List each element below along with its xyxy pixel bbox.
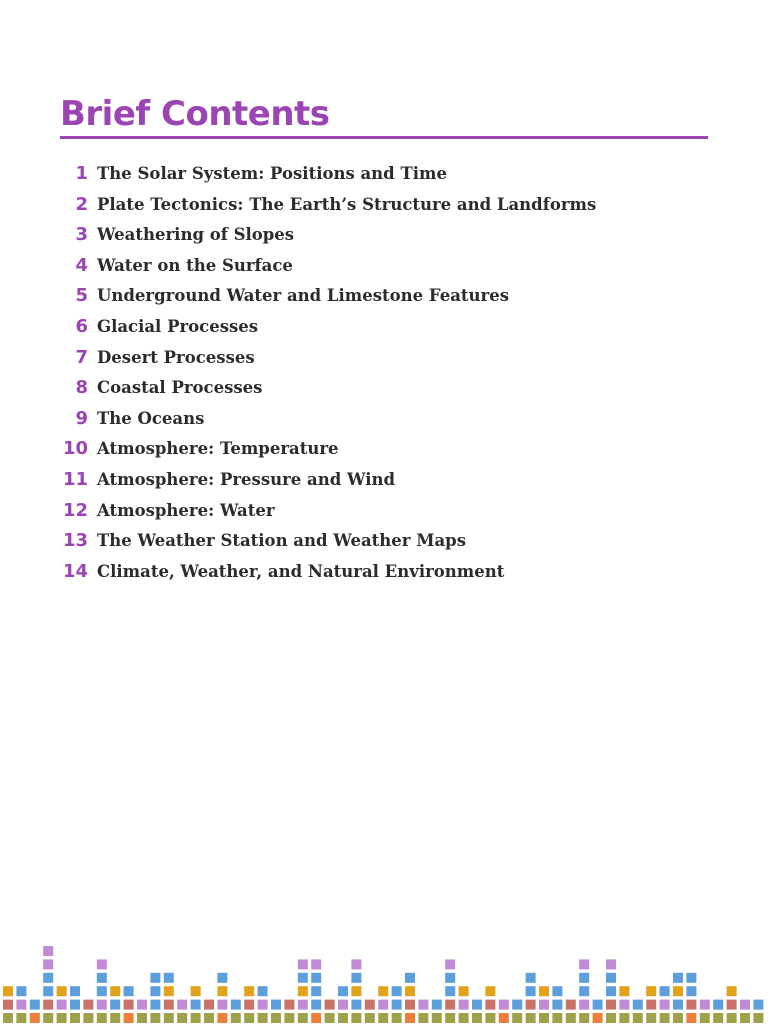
decorative-square [579,959,589,969]
decorative-square [472,1000,482,1010]
decorative-square [566,1000,576,1010]
decorative-square [472,1013,482,1023]
decorative-square [325,1013,335,1023]
decorative-square [392,1000,402,1010]
decorative-square [485,1000,495,1010]
decorative-square [619,1013,629,1023]
decorative-square [70,986,80,996]
chapter-title: Coastal Processes [97,378,263,398]
decorative-square [3,986,13,996]
decorative-square [217,1000,227,1010]
decorative-square [405,986,415,996]
chapter-title: Underground Water and Limestone Features [97,286,510,306]
decorative-square [351,1013,361,1023]
decorative-square [660,986,670,996]
decorative-square [619,986,629,996]
chapter-number: 8 [75,377,88,399]
decorative-square [43,1000,53,1010]
chapter-number: 1 [75,163,88,184]
decorative-square [311,959,321,969]
chapter-number: 4 [75,254,88,276]
decorative-square [217,1013,227,1023]
chapter-title: The Weather Station and Weather Maps [97,531,466,551]
decorative-square [177,1000,187,1010]
decorative-square [646,1000,656,1010]
decorative-square [405,1000,415,1010]
decorative-square [16,986,26,996]
decorative-square [244,986,254,996]
decorative-square [57,1000,67,1010]
decorative-square [258,1000,268,1010]
decorative-square [606,1000,616,1010]
decorative-square [646,1013,656,1023]
decorative-square [137,1000,147,1010]
decorative-square [753,1000,763,1010]
decorative-square [660,1000,670,1010]
decorative-square [150,1000,160,1010]
decorative-square [97,973,107,983]
decorative-square [311,986,321,996]
chapter-number: 3 [75,224,88,246]
decorative-square [150,986,160,996]
decorative-square [579,986,589,996]
decorative-square [204,1000,214,1010]
decorative-square [325,1000,335,1010]
decorative-square [579,1000,589,1010]
decorative-square [485,986,495,996]
decorative-square [164,973,174,983]
decorative-square [606,1013,616,1023]
decorative-square [217,986,227,996]
decorative-square [70,1013,80,1023]
decorative-square [673,1013,683,1023]
decorative-square [539,1000,549,1010]
decorative-square [311,1000,321,1010]
decorative-square [445,973,455,983]
chapter-number: 11 [62,468,88,490]
decorative-square [686,1000,696,1010]
decorative-square [43,959,53,969]
decorative-square [164,1000,174,1010]
decorative-square [552,1013,562,1023]
decorative-square [633,1013,643,1023]
decorative-square [566,1013,576,1023]
decorative-square [351,986,361,996]
decorative-square [619,1000,629,1010]
decorative-square [351,1000,361,1010]
decorative-square [579,1013,589,1023]
decorative-square [43,1013,53,1023]
decorative-square [660,1013,670,1023]
decorative-square [459,986,469,996]
decorative-square [258,986,268,996]
decorative-square [83,1000,93,1010]
decorative-square [727,986,737,996]
decorative-square [150,1013,160,1023]
decorative-square [351,959,361,969]
decorative-square [405,973,415,983]
decorative-square [727,1013,737,1023]
decorative-square [191,1000,201,1010]
decorative-square [552,1000,562,1010]
chapter-number: 10 [62,438,88,460]
decorative-square [124,1013,134,1023]
decorative-square [70,1000,80,1010]
decorative-square [593,1013,603,1023]
decorative-square [445,1013,455,1023]
decorative-square [673,986,683,996]
decorative-square [338,1000,348,1010]
decorative-square [43,973,53,983]
decorative-square [700,1013,710,1023]
decorative-square [164,1013,174,1023]
decorative-square [97,1013,107,1023]
chapter-number: 7 [75,346,88,368]
decorative-square [137,1013,147,1023]
decorative-square [298,1000,308,1010]
decorative-square [727,1000,737,1010]
chapter-number: 5 [75,285,88,307]
decorative-square [392,1013,402,1023]
decorative-square [740,1013,750,1023]
decorative-square [378,986,388,996]
decorative-square [499,1000,509,1010]
decorative-square [298,986,308,996]
decorative-square [338,1013,348,1023]
decorative-square [526,1000,536,1010]
decorative-square [445,1000,455,1010]
decorative-square [526,973,536,983]
chapter-title: Atmosphere: Temperature [97,439,339,459]
decorative-square [164,986,174,996]
decorative-square [673,973,683,983]
decorative-square [3,1000,13,1010]
decorative-square [231,1000,241,1010]
decorative-square [526,1013,536,1023]
decorative-square [177,1013,187,1023]
decorative-square [16,1013,26,1023]
decorative-square [110,1000,120,1010]
decorative-square [351,973,361,983]
decorative-square [539,1013,549,1023]
chapter-title: Atmosphere: Water [97,500,275,520]
decorative-square [244,1013,254,1023]
decorative-square [593,1000,603,1010]
decorative-square [686,1013,696,1023]
decorative-square [713,1013,723,1023]
decorative-square [445,986,455,996]
decorative-square [405,1013,415,1023]
chapter-number: 6 [75,315,88,337]
decorative-square [686,973,696,983]
chapter-title: The Oceans [97,408,205,428]
decorative-square [57,1013,67,1023]
decorative-square [124,1000,134,1010]
decorative-square [97,1000,107,1010]
decorative-square [150,973,160,983]
decorative-square [191,986,201,996]
decorative-square [30,1000,40,1010]
decorative-square [204,1013,214,1023]
chapter-number: 9 [75,407,88,429]
decorative-square [30,1013,40,1023]
decorative-square [445,959,455,969]
chapter-title: Plate Tectonics: The Earth’s Structure and Landforms [97,194,597,214]
page-title: Brief Contents [60,94,330,134]
decorative-square [459,1000,469,1010]
decorative-square [646,986,656,996]
chapter-title: Desert Processes [97,347,255,367]
decorative-square [633,1000,643,1010]
decorative-square [753,1013,763,1023]
decorative-square [97,959,107,969]
decorative-square [392,986,402,996]
decorative-square [258,1013,268,1023]
decorative-square [298,959,308,969]
decorative-square [284,1013,294,1023]
decorative-square [244,1000,254,1010]
decorative-square [418,1013,428,1023]
decorative-square [459,1013,469,1023]
decorative-square [231,1013,241,1023]
decorative-square [83,1013,93,1023]
decorative-square [110,986,120,996]
decorative-square [298,1013,308,1023]
chapter-number: 2 [75,193,88,215]
decorative-square [284,1000,294,1010]
decorative-square [57,986,67,996]
chapter-title: Atmosphere: Pressure and Wind [97,469,396,489]
decorative-square [124,986,134,996]
chapter-title: Glacial Processes [97,316,259,336]
decorative-square [271,1000,281,1010]
decorative-square [686,986,696,996]
decorative-square [110,1013,120,1023]
decorative-square [526,986,536,996]
decorative-square [432,1000,442,1010]
decorative-square [606,959,616,969]
decorative-square [606,986,616,996]
chapter-number: 13 [62,530,88,552]
chapter-number: 12 [62,499,88,521]
decorative-square [311,973,321,983]
decorative-square [418,1000,428,1010]
chapter-title: Climate, Weather, and Natural Environment [97,561,505,581]
chapter-number: 14 [62,560,88,582]
decorative-square [43,946,53,956]
decorative-square [512,1013,522,1023]
decorative-square [338,986,348,996]
decorative-square [700,1000,710,1010]
decorative-square [740,1000,750,1010]
decorative-square [378,1000,388,1010]
decorative-square [499,1013,509,1023]
decorative-square [673,1000,683,1010]
decorative-square [217,973,227,983]
decorative-square [432,1013,442,1023]
decorative-square [311,1013,321,1023]
decorative-square [3,1013,13,1023]
decorative-square [97,986,107,996]
decorative-square [365,1000,375,1010]
decorative-square [191,1013,201,1023]
decorative-square [378,1013,388,1023]
decorative-square [365,1013,375,1023]
decorative-square [539,986,549,996]
chapter-title: Water on the Surface [97,255,293,275]
decorative-square [43,986,53,996]
decorative-square [512,1000,522,1010]
decorative-square [552,986,562,996]
chapter-title: The Solar System: Positions and Time [97,164,447,183]
decorative-square [485,1013,495,1023]
decorative-square [579,973,589,983]
decorative-square [713,1000,723,1010]
chapter-title: Weathering of Slopes [97,225,295,245]
decorative-square [271,1013,281,1023]
decorative-square [298,973,308,983]
decorative-square [606,973,616,983]
decorative-square [16,1000,26,1010]
